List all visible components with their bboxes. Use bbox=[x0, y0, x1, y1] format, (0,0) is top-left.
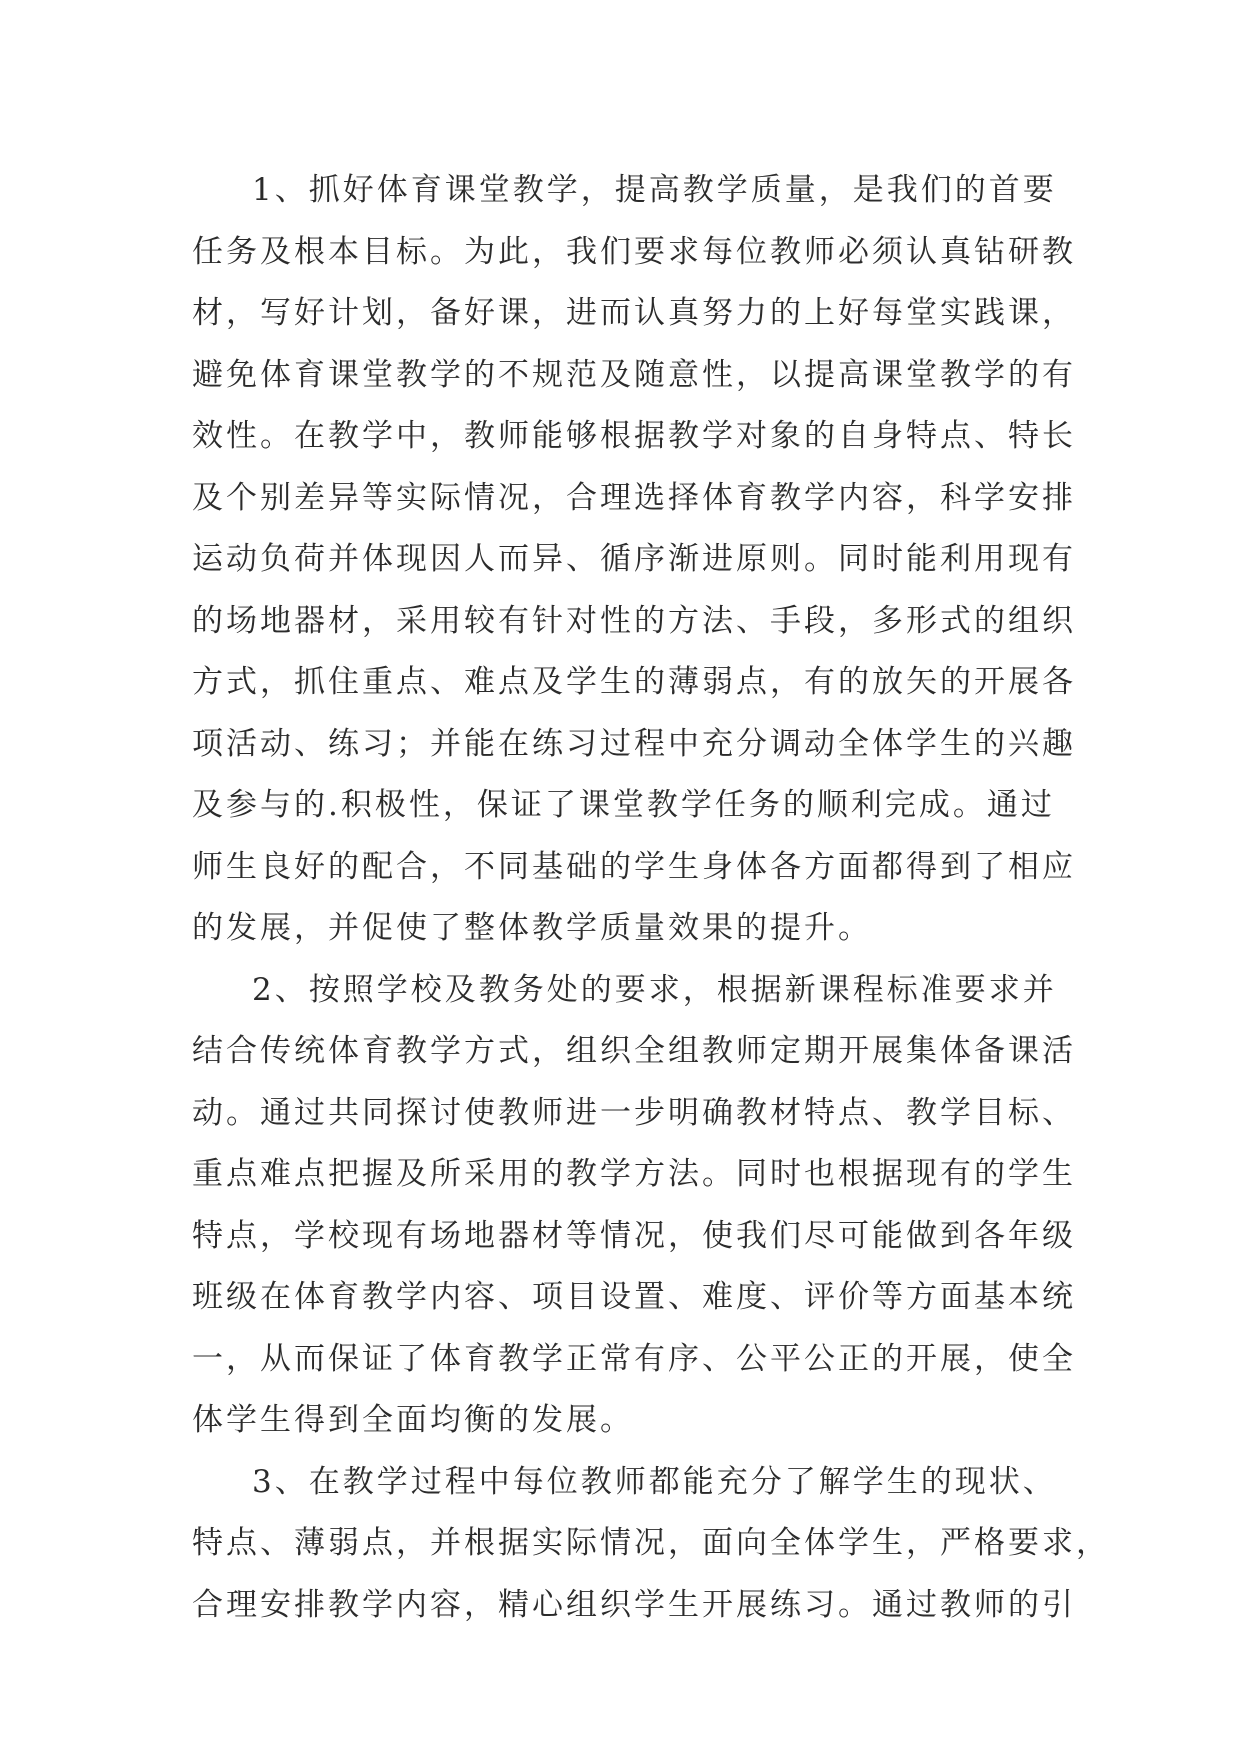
text-line: 重点难点把握及所采用的教学方法。同时也根据现有的学生 bbox=[192, 1156, 1076, 1192]
text-line: 合理安排教学内容，精心组织学生开展练习。通过教师的引 bbox=[192, 1586, 1076, 1623]
document-body bbox=[192, 160, 1110, 1636]
text-line: 的发展，并促使了整体教学质量效果的提升。 bbox=[192, 910, 872, 946]
text-line: 3、在教学过程中每位教师都能充分了解学生的现状、 bbox=[252, 1463, 1057, 1500]
text-line: 师生良好的配合，不同基础的学生身体各方面都得到了相应 bbox=[192, 848, 1076, 885]
text-line: 1、抓好体育课堂教学，提高教学质量，是我们的首要 bbox=[252, 172, 1057, 208]
text-line: 体学生得到全面均衡的发展。 bbox=[192, 1402, 634, 1438]
text-line: 避免体育课堂教学的不规范及随意性，以提高课堂教学的有 bbox=[192, 356, 1076, 393]
paragraph-2 bbox=[192, 960, 1076, 1452]
text-line: 项活动、练习；并能在练习过程中充分调动全体学生的兴趣 bbox=[192, 725, 1076, 762]
text-line: 任务及根本目标。为此，我们要求每位教师必须认真钻研教 bbox=[192, 233, 1076, 270]
text-line: 2、按照学校及教务处的要求，根据新课程标准要求并 bbox=[252, 971, 1057, 1008]
paragraph-1 bbox=[192, 160, 1076, 960]
text-line: 动。通过共同探讨使教师进一步明确教材特点、教学目标、 bbox=[192, 1094, 1076, 1131]
text-line: 结合传统体育教学方式，组织全组教师定期开展集体备课活 bbox=[192, 1033, 1076, 1069]
text-line: 班级在体育教学内容、项目设置、难度、评价等方面基本统 bbox=[192, 1279, 1076, 1315]
text-line: 的场地器材，采用较有针对性的方法、手段，多形式的组织 bbox=[192, 602, 1076, 639]
text-line: 运动负荷并体现因人而异、循序渐进原则。同时能利用现有 bbox=[192, 541, 1076, 577]
text-line: 材，写好计划，备好课，进而认真努力的上好每堂实践课， bbox=[192, 295, 1076, 331]
text-line: 特点，学校现有场地器材等情况，使我们尽可能做到各年级 bbox=[192, 1217, 1076, 1254]
paragraph-3 bbox=[192, 1452, 1110, 1637]
text-line: 及参与的.积极性，保证了课堂教学任务的顺利完成。通过 bbox=[192, 787, 1055, 823]
text-line: 特点、薄弱点，并根据实际情况，面向全体学生，严格要求， bbox=[192, 1525, 1110, 1561]
text-line: 效性。在教学中，教师能够根据教学对象的自身特点、特长 bbox=[192, 418, 1076, 454]
text-line: 方式，抓住重点、难点及学生的薄弱点，有的放矢的开展各 bbox=[192, 664, 1076, 700]
text-line: 一，从而保证了体育教学正常有序、公平公正的开展，使全 bbox=[192, 1340, 1076, 1377]
text-line: 及个别差异等实际情况，合理选择体育教学内容，科学安排 bbox=[192, 479, 1076, 516]
